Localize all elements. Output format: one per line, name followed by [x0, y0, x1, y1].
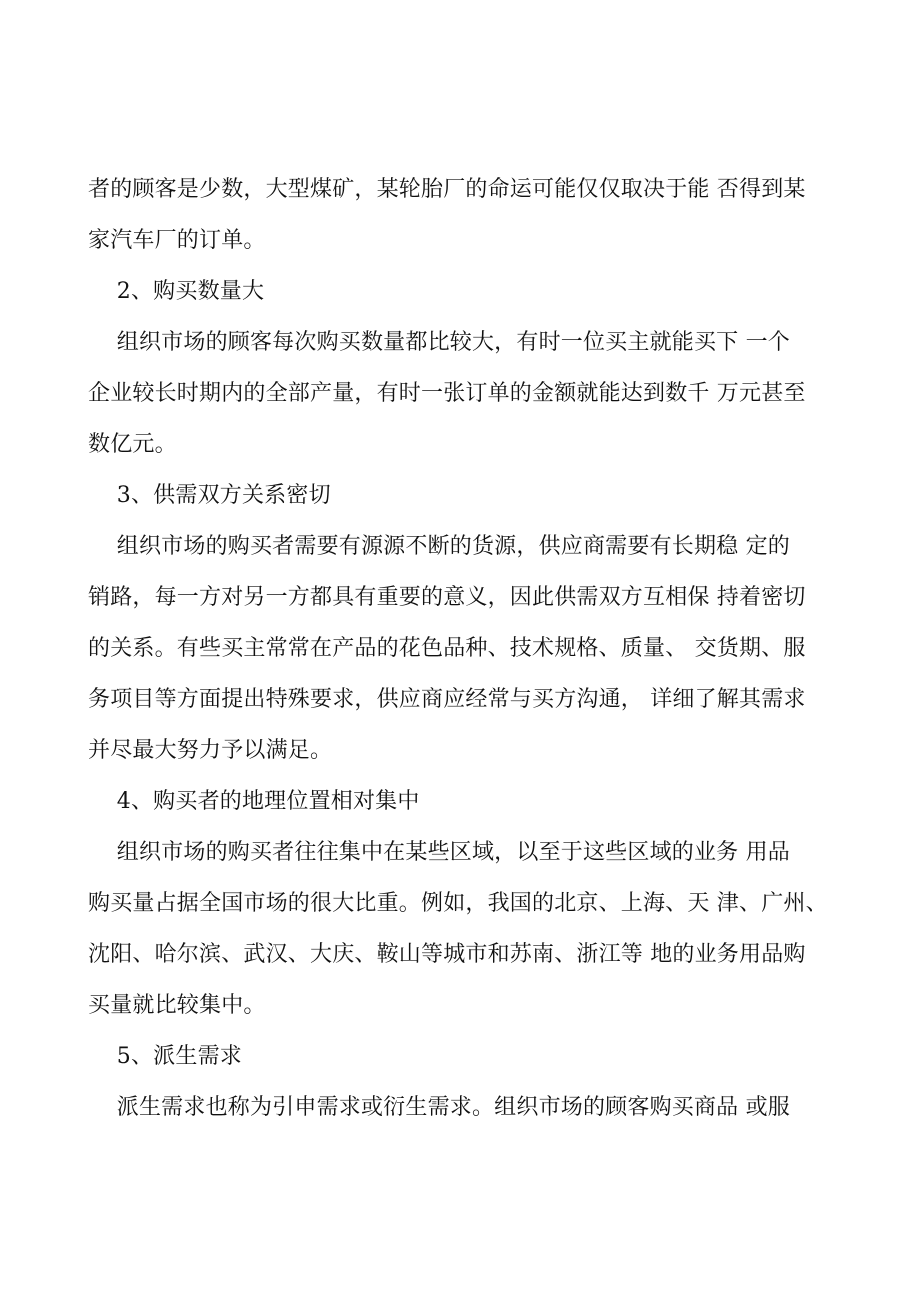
text-line: 购买量占据全国市场的很大比重。例如，我国的北京、上海、天 津、广州、 — [88, 891, 828, 916]
text-line: 组织市场的顾客每次购买数量都比较大，有时一位买主就能买下 一个 — [88, 330, 790, 355]
text-line: 务项目等方面提出特殊要求，供应商应经常与买方沟通， 详细了解其需求 — [88, 687, 806, 712]
text-line: 家汽车厂的订单。 — [88, 228, 266, 253]
text-line: 沈阳、哈尔滨、武汉、大庆、鞍山等城市和苏南、浙江等 地的业务用品购 — [88, 942, 806, 967]
document-page — [88, 164, 848, 1133]
text-line: 买量就比较集中。 — [88, 993, 266, 1018]
text-line: 组织市场的购买者往往集中在某些区域，以至于这些区域的业务 用品 — [88, 840, 790, 865]
section-heading: 3、供需双方关系密切 — [88, 483, 331, 508]
section-heading: 5、派生需求 — [88, 1044, 242, 1069]
text-line: 组织市场的购买者需要有源源不断的货源，供应商需要有长期稳 定的 — [88, 534, 790, 559]
text-line: 者的顾客是少数，大型煤矿，某轮胎厂的命运可能仅仅取决于能 否得到某 — [88, 177, 806, 202]
section-heading: 2、购买数量大 — [88, 279, 265, 304]
text-line: 并尽最大努力予以满足。 — [88, 738, 333, 763]
text-line: 派生需求也称为引申需求或衍生需求。组织市场的顾客购买商品 或服 — [88, 1095, 790, 1120]
section-heading: 4、购买者的地理位置相对集中 — [88, 789, 420, 814]
text-line: 销路，每一方对另一方都具有重要的意义，因此供需双方互相保 持着密切 — [88, 585, 806, 610]
text-line: 数亿元。 — [88, 432, 177, 457]
text-line: 企业较长时期内的全部产量，有时一张订单的金额就能达到数千 万元甚至 — [88, 381, 806, 406]
text-line: 的关系。有些买主常常在产品的花色品种、技术规格、质量、 交货期、服 — [88, 636, 806, 661]
